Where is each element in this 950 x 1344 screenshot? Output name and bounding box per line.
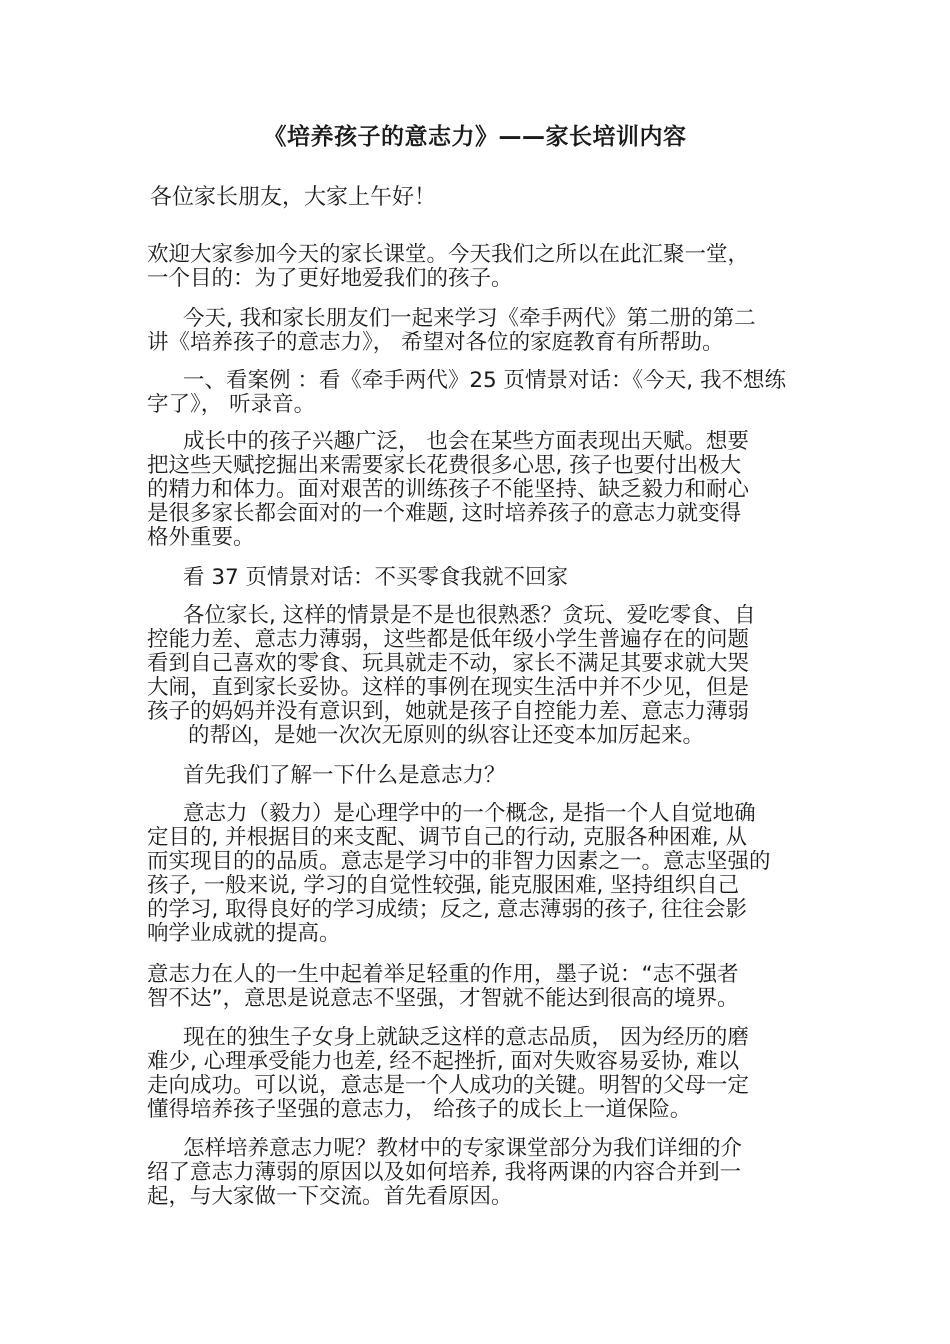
text-line: 控能力差、意志力薄弱，这些都是低年级小学生普遍存在的问题	[147, 628, 750, 652]
text-line: 讲《培养孩子的意志力》， 希望对各位的家庭教育有所帮助。	[147, 331, 724, 355]
paragraph-question	[147, 764, 815, 788]
text-line: 是很多家长都会面对的一个难题, 这时培养孩子的意志力就变得	[147, 502, 742, 526]
document-title: 《培养孩子的意志力》——家长培训内容	[263, 124, 687, 150]
paragraph-how-to	[147, 1137, 815, 1209]
text-line: 看到自己喜欢的零食、玩具就走不动，家长不满足其要求就大哭	[147, 652, 750, 676]
text-line: 走向成功。可以说，意志是一个人成功的关键。明智的父母一定	[147, 1074, 750, 1098]
text-line: 意志力在人的一生中起着举足轻重的作用，墨子说：“志不强者	[147, 963, 739, 987]
text-line: 的精力和体力。面对艰苦的训练孩子不能坚持、缺乏毅力和耐心	[147, 478, 750, 502]
text-line: 今天, 我和家长朋友们一起来学习《牵手两代》第二册的第二	[183, 307, 756, 331]
text-line: 各位家长, 这样的情景是不是也很熟悉？贪玩、爱吃零食、自	[183, 604, 756, 628]
text-line: 而实现目的的品质。意志是学习中的非智力因素之一。意志坚强的	[147, 850, 771, 874]
text-line: 响学业成就的提高。	[147, 922, 341, 946]
text-line: 成长中的孩子兴趣广泛， 也会在某些方面表现出天赋。想要	[183, 430, 749, 454]
greeting-line: 各位家长朋友，大家上午好！	[150, 185, 437, 210]
text-line: 孩子, 一般来说, 学习的自觉性较强, 能克服困难, 坚持组织自己	[147, 874, 740, 898]
text-line: 定目的, 并根据目的来支配、调节自己的行动, 克服各种困难, 从	[147, 826, 748, 850]
paragraph-welcome	[147, 243, 815, 291]
text-line: 看 37 页情景对话：不买零食我就不回家	[183, 566, 569, 590]
text-line: 智不达”，意思是说意志不坚强，才智就不能达到很高的境界。	[147, 987, 739, 1011]
text-line: 格外重要。	[147, 526, 255, 550]
paragraph-case-one	[147, 369, 815, 417]
paragraph-mozi	[147, 963, 815, 1011]
text-line: 的学习, 取得良好的学习成绩；反之, 意志薄弱的孩子, 往往会影	[147, 898, 748, 922]
text-line: 怎样培养意志力呢？教材中的专家课堂部分为我们详细的介	[183, 1137, 743, 1161]
text-line: 意志力（毅力）是心理学中的一个概念, 是指一个人自觉地确	[183, 802, 756, 826]
text-line: 首先我们了解一下什么是意志力？	[183, 764, 506, 788]
paragraph-case-two	[147, 566, 815, 590]
text-line: 一、看案例 ：看《牵手两代》25 页情景对话：《今天, 我不想练	[183, 369, 786, 393]
text-line: 难少, 心理承受能力也差, 经不起挫折, 面对失败容易妥协, 难以	[147, 1050, 740, 1074]
paragraph-scenario	[147, 604, 815, 748]
text-line: 懂得培养孩子坚强的意志力， 给孩子的成长上一道保险。	[147, 1098, 692, 1122]
text-line: 绍了意志力薄弱的原因以及如何培养, 我将两课的内容合并到一	[147, 1161, 742, 1185]
paragraph-intro	[147, 307, 815, 355]
text-line: 起，与大家做一下交流。首先看原因。	[147, 1185, 513, 1209]
text-line: 一个目的：为了更好地爱我们的孩子。	[147, 267, 513, 291]
paragraph-only-child	[147, 1026, 815, 1122]
text-line: 孩子的妈妈并没有意识到，她就是孩子自控能力差、意志力薄弱	[147, 700, 750, 724]
paragraph-talent	[147, 430, 815, 550]
text-line: 大闹，直到家长妥协。这样的事例在现实生活中并不少见，但是	[147, 676, 750, 700]
paragraph-definition	[147, 802, 815, 946]
text-line: 字了》， 听录音。	[147, 393, 316, 417]
text-line: 欢迎大家参加今天的家长课堂。今天我们之所以在此汇聚一堂，	[147, 243, 750, 267]
text-line: 的帮凶，是她一次次无原则的纵容让还变本加厉起来。	[147, 724, 705, 748]
text-line: 现在的独生子女身上就缺乏这样的意志品质， 因为经历的磨	[183, 1026, 749, 1050]
text-line: 把这些天赋挖掘出来需要家长花费很多心思, 孩子也要付出极大	[147, 454, 742, 478]
